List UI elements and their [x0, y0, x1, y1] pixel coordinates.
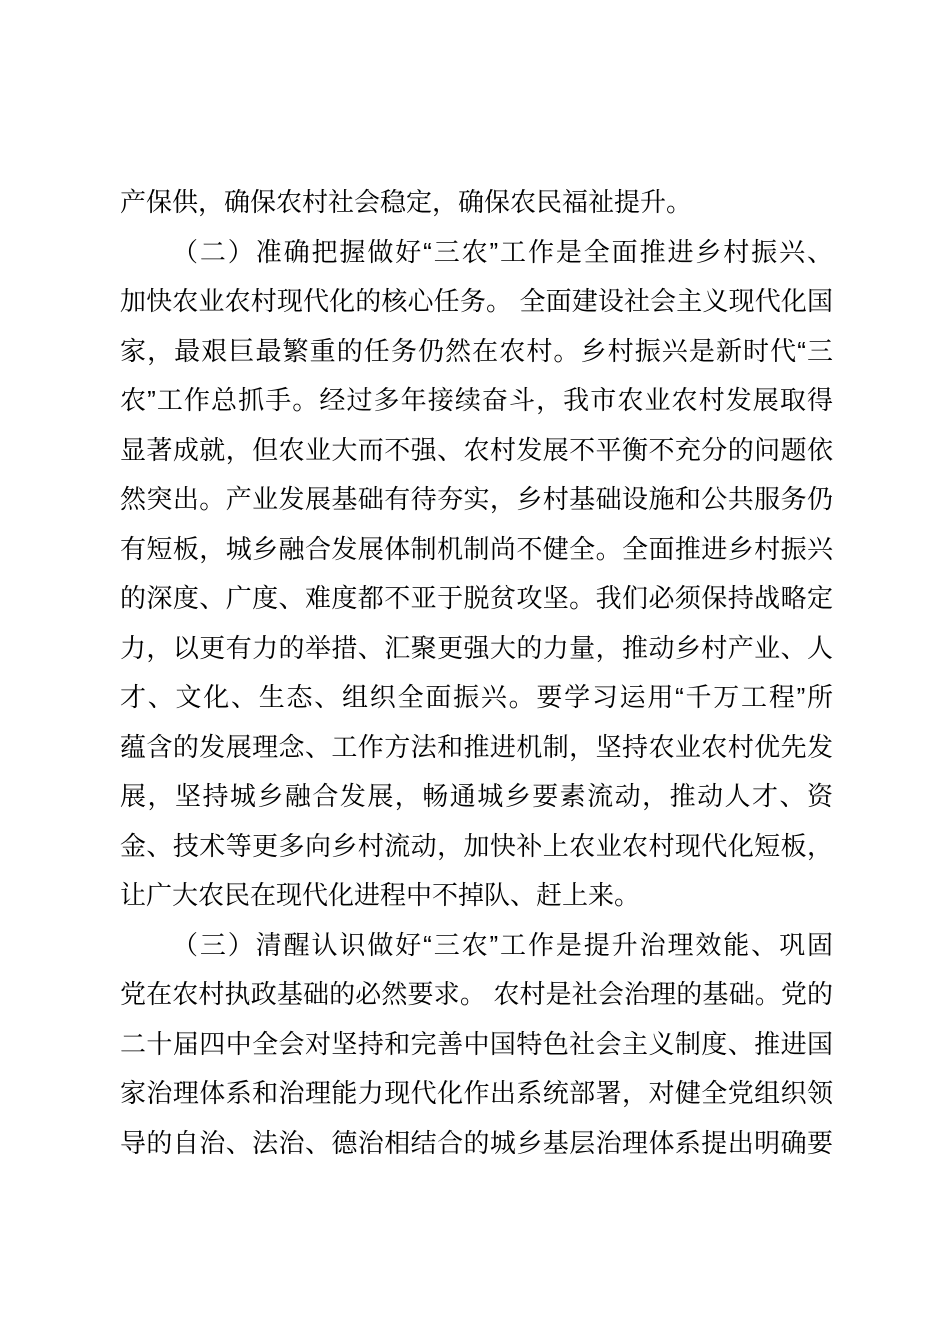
text-line: 家治理体系和治理能力现代化作出系统部署，对健全党组织领 — [120, 1078, 833, 1108]
text-line: 显著成就，但农业大而不强、农村发展不平衡不充分的问题依 — [120, 434, 833, 465]
text-line: 展，坚持城乡融合发展，畅通城乡要素流动，推动人才、资 — [120, 781, 833, 811]
text-line: 农”工作总抓手。经过多年接续奋斗，我市农业农村发展取得 — [120, 385, 833, 415]
text-line: 产保供，确保农村社会稳定，确保农民福祉提升。 — [120, 187, 693, 217]
paragraph-2 — [120, 228, 833, 921]
text-line: 党在农村执政基础的必然要求。 农村是社会治理的基础。党的 — [120, 979, 833, 1009]
text-line: 力，以更有力的举措、汇聚更强大的力量，推动乡村产业、人 — [120, 632, 833, 663]
text-line: 蕴含的发展理念、工作方法和推进机制，坚持农业农村优先发 — [120, 731, 833, 762]
paragraph-3 — [120, 921, 833, 1169]
text-line: 导的自治、法治、德治相结合的城乡基层治理体系提出明确要 — [120, 1127, 833, 1158]
text-line: （二）准确把握做好“三农”工作是全面推进乡村振兴、 — [172, 236, 833, 267]
text-line: （三）清醒认识做好“三农”工作是提升治理效能、巩固 — [172, 929, 833, 960]
text-line: 家，最艰巨最繁重的任务仍然在农村。乡村振兴是新时代“三 — [120, 335, 833, 366]
text-line: 让广大农民在现代化进程中不掉队、赶上来。 — [120, 880, 641, 910]
text-line: 金、技术等更多向乡村流动，加快补上农业农村现代化短板， — [120, 830, 833, 861]
text-line: 有短板，城乡融合发展体制机制尚不健全。全面推进乡村振兴 — [120, 533, 833, 564]
text-line: 才、文化、生态、组织全面振兴。要学习运用“千万工程”所 — [120, 682, 833, 712]
document-body — [120, 178, 833, 1168]
text-line: 二十届四中全会对坚持和完善中国特色社会主义制度、推进国 — [120, 1028, 833, 1059]
text-line: 加快农业农村现代化的核心任务。 全面建设社会主义现代化国 — [120, 286, 833, 316]
text-line: 的深度、广度、难度都不亚于脱贫攻坚。我们必须保持战略定 — [120, 583, 833, 613]
text-line: 然突出。产业发展基础有待夯实，乡村基础设施和公共服务仍 — [120, 484, 833, 514]
paragraph-1-continuation — [120, 178, 833, 228]
